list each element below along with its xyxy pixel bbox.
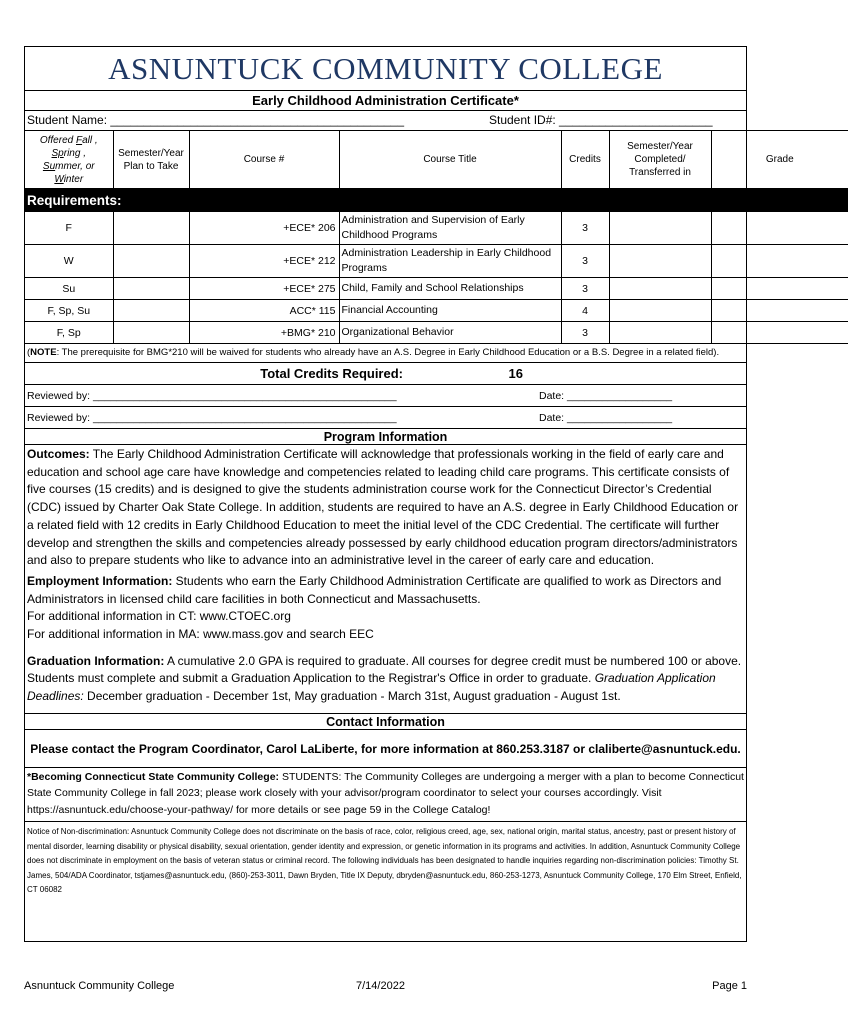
table-row (25, 322, 848, 344)
footer-college: Asnuntuck Community College (24, 980, 175, 992)
contact-text: Please contact the Program Coordinator, Carol LaLiberte, for more information at 860.253.3187 or claliberte@asnuntuck.edu. (25, 730, 746, 768)
course-table (25, 130, 848, 344)
grade-cell[interactable] (711, 212, 848, 245)
table-row (25, 278, 848, 300)
semester-plan-cell[interactable] (113, 300, 189, 322)
certificate-title: Early Childhood Administration Certificate* (25, 91, 746, 111)
table-row (25, 212, 848, 245)
semester-plan-cell[interactable] (113, 212, 189, 245)
credits-cell: 3 (561, 322, 609, 344)
course-number-cell: +BMG* 210 (189, 322, 339, 344)
header-credits: Credits (561, 131, 609, 189)
grade-cell[interactable] (711, 278, 848, 300)
course-title-cell: Financial Accounting (339, 300, 561, 322)
semester-plan-cell[interactable] (113, 245, 189, 278)
review-row (25, 406, 746, 428)
semester-completed-cell[interactable] (609, 322, 711, 344)
becoming-label: *Becoming Connecticut State Community College: (27, 770, 280, 783)
total-credits-value: 16 (508, 366, 523, 381)
employment-paragraph: Employment Information: Students who earn the Early Childhood Administration Certificate are qualified to work as Directors and Administrators in licensed child care facilities in both Connecticut and Massachusetts. (27, 573, 722, 606)
course-number-cell: ACC* 115 (189, 300, 339, 322)
table-row (25, 245, 848, 278)
credits-cell: 3 (561, 212, 609, 245)
requirements-row (25, 189, 848, 212)
ct-info-line: For additional information in CT: www.CTOEC.org (27, 609, 291, 624)
semester-completed-cell[interactable] (609, 245, 711, 278)
semester-plan-cell[interactable] (113, 322, 189, 344)
nondiscrimination-notice: Notice of Non-discrimination: Asnuntuck Community College does not discriminate on the basis of race, color, religious creed, age, sex, national origin, marital status, ancestry, past or present history of mental disorder, learning disability or physical disability, sexual orientation, gender identity and expression, or genetic information in its programs and activities. In addition, Asnuntuck Community College does not discriminate in employment on the basis of veteran status or criminal record. The following individuals has been designated to handle inquiries regarding non-discrimination policies: Timothy St. James, 504/ADA Coordinator, tstjames@asnuntuck.edu, (860)-253-3011, Dawn Bryden, Title IX Deputy, dbryden@asnuntuck.edu, 860-253-1273, Asnuntuck Community College, 170 Elm Street, Enfield, CT 06082 (27, 827, 742, 895)
grade-cell[interactable] (711, 245, 848, 278)
header-course-number: Course # (189, 131, 339, 189)
course-number-cell: +ECE* 206 (189, 212, 339, 245)
footer-date: 7/14/2022 (356, 980, 405, 992)
course-number-cell: +ECE* 275 (189, 278, 339, 300)
college-title: ASNUNTUCK COMMUNITY COLLEGE (25, 47, 746, 91)
course-number-cell: +ECE* 212 (189, 245, 339, 278)
header-grade: Grade (711, 131, 848, 189)
offered-cell: F, Sp, Su (25, 300, 113, 322)
note-text: : The prerequisite for BMG*210 will be waived for students who already have an A.S. Degree in Early Childhood Education or a B.S. Degree in a related field). (56, 347, 720, 358)
outcomes-label: Outcomes: (27, 447, 90, 461)
offered-cell: F (25, 212, 113, 245)
program-information-heading: Program Information (25, 428, 746, 445)
semester-completed-cell[interactable] (609, 212, 711, 245)
offered-cell: F, Sp (25, 322, 113, 344)
note-label: NOTE (30, 347, 57, 358)
course-title-cell: Administration and Supervision of Early Childhood Programs (339, 212, 561, 245)
review-date-field[interactable]: Date: __________________ (539, 412, 673, 424)
header-offered: Offered Fall , Spring , Summer, or Winter (25, 131, 113, 189)
course-title-cell: Child, Family and School Relationships (339, 278, 561, 300)
semester-plan-cell[interactable] (113, 278, 189, 300)
grade-cell[interactable] (711, 322, 848, 344)
grade-cell[interactable] (711, 300, 848, 322)
reviewed-by-field[interactable]: Reviewed by: ____________________________________________________ (27, 412, 397, 424)
review-date-field[interactable]: Date: __________________ (539, 390, 673, 402)
header-semester-plan: Semester/Year Plan to Take (113, 131, 189, 189)
deadlines-label: Graduation Application Deadlines: (27, 671, 716, 704)
student-id-field[interactable]: Student ID#: _______________________ (489, 113, 713, 127)
total-credits-row (25, 363, 746, 384)
credits-cell: 4 (561, 300, 609, 322)
ma-info-line: For additional information in MA: www.mass.gov and search EEC (27, 627, 374, 642)
page-footer (24, 980, 747, 994)
student-name-field[interactable]: Student Name: ____________________________________________ (27, 113, 405, 127)
table-row (25, 300, 848, 322)
reviewed-by-field[interactable]: Reviewed by: ____________________________________________________ (27, 390, 397, 402)
prerequisite-note: (NOTE: The prerequisite for BMG*210 will be waived for students who already have an A.S. Degree in Early Childhood Education or a B.S. Degree in a related field). (25, 344, 746, 363)
offered-cell: Su (25, 278, 113, 300)
graduation-paragraph: Graduation Information: A cumulative 2.0 GPA is required to graduate. All courses for degree credit must be numbered 100 or above. Students must complete and submit a Graduation Application to the Registrar's Office in order to graduate. Graduation Application Deadlines: December graduation - December 1st, May graduation - March 31st, August graduation - August 1st. (27, 653, 742, 704)
header-course-title: Course Title (339, 131, 561, 189)
graduation-label: Graduation Information: (27, 653, 165, 668)
semester-completed-cell[interactable] (609, 300, 711, 322)
contact-information-heading: Contact Information (25, 713, 746, 730)
certificate-form (24, 46, 794, 942)
student-info-row (25, 111, 746, 130)
semester-completed-cell[interactable] (609, 278, 711, 300)
total-credits-label: Total Credits Required: (260, 366, 403, 381)
footer-page-number: Page 1 (712, 980, 747, 992)
employment-label: Employment Information: (27, 573, 173, 588)
credits-cell: 3 (561, 245, 609, 278)
header-semester-completed: Semester/Year Completed/ Transferred in (609, 131, 711, 189)
course-title-cell: Organizational Behavior (339, 322, 561, 344)
course-title-cell: Administration Leadership in Early Childhood Programs (339, 245, 561, 278)
table-header-row (25, 131, 848, 189)
program-information (25, 445, 746, 706)
requirements-label: Requirements: (25, 189, 848, 212)
offered-cell: W (25, 245, 113, 278)
credits-cell: 3 (561, 278, 609, 300)
becoming-cscc-notice: *Becoming Connecticut State Community College: STUDENTS: The Community Colleges are undergoing a merger with a plan to become Connecticut State Community College in fall 2023; please work closely with your advisor/program coordinator to select your courses accordingly. Visit https://asnuntuck.edu/choose-your-pathway/ for more details or see page 59 in the College Catalog! (25, 768, 746, 823)
outcomes-paragraph: Outcomes: The Early Childhood Administration Certificate will acknowledge that professionals working in the field of early care and education and school age care have knowledge and competencies related to leading child care programs. This certificate consists of five courses (15 credits) and is designed to give the students administration course work for the Connecticut Director’s Credential (CDC) issued by Charter Oak State College. In addition, students are required to have an A.S. degree in Early Childhood Education or a related field with 12 credits in Early Childhood Education to meet the initial level of the CDC Credential. The certificate will further develop and strengthen the skills and competencies already possessed by early childhood education program directors/administrators and also to prepare students who like to advance into an administrative level in the career of early care and education. (27, 447, 739, 568)
review-row (25, 384, 746, 406)
